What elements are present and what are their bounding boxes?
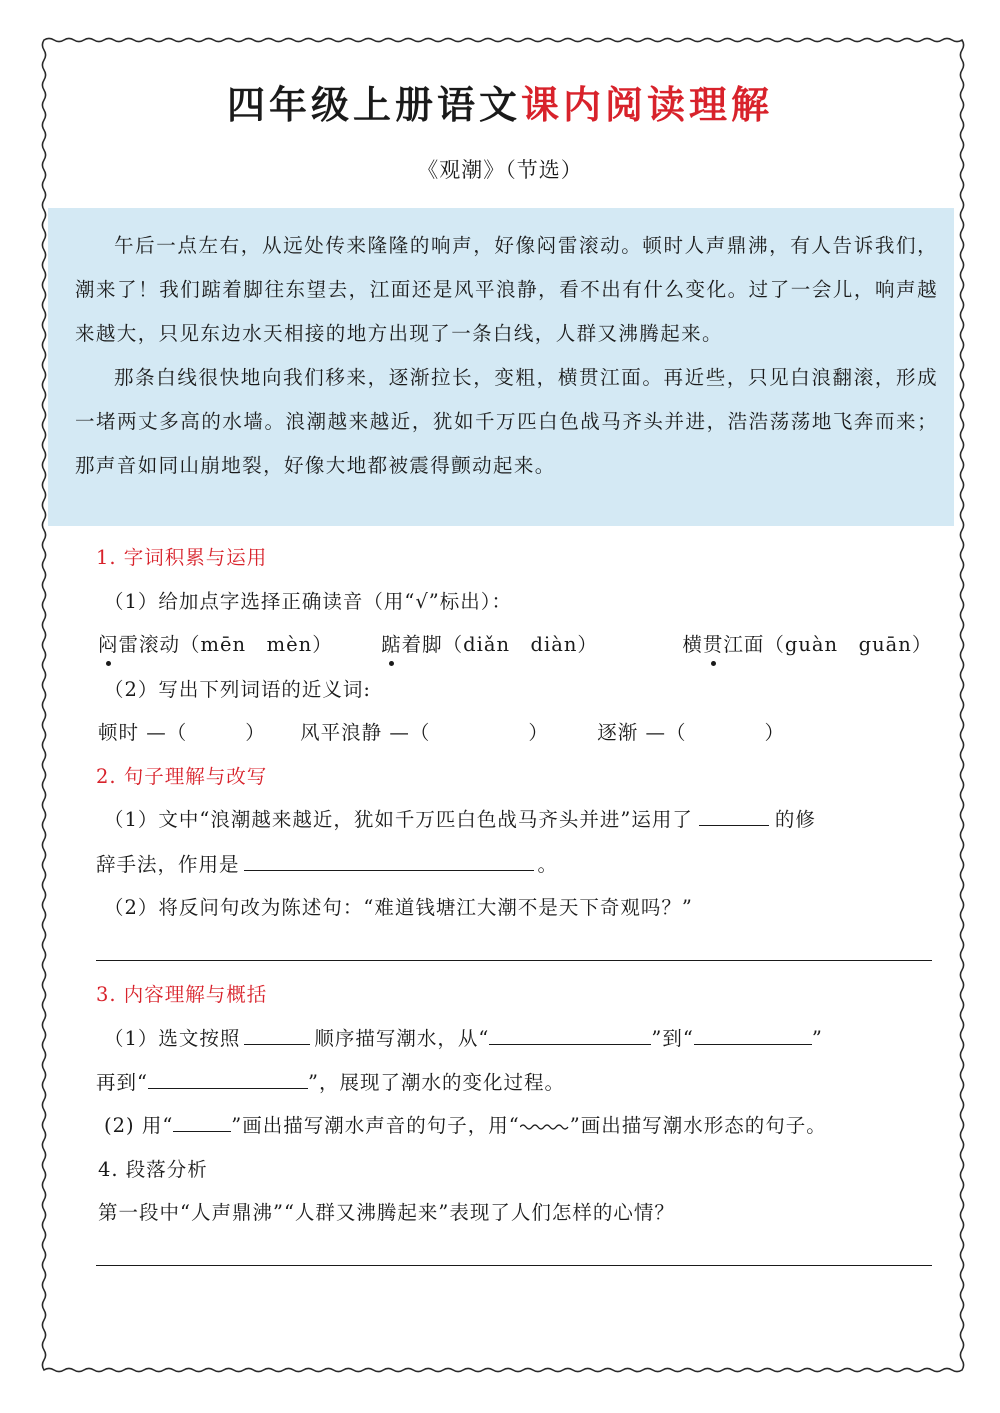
q2-sub1-line2: 辞手法，作用是 。 — [96, 850, 946, 880]
q1-pinyin-row — [98, 630, 978, 660]
q3-heading: 3. 内容理解与概括 — [96, 983, 268, 1006]
q2-sub2: （2）将反问句改为陈述句：“难道钱塘江大潮不是天下奇观吗？” — [104, 896, 693, 919]
answer-blank[interactable] — [244, 850, 534, 871]
q1-heading: 1. 字词积累与运用 — [96, 546, 268, 569]
q1-sub2: （2）写出下列词语的近义词: — [104, 678, 371, 701]
q1-sub1: （1）给加点字选择正确读音（用“√”标出）： — [104, 590, 513, 613]
q1-synonym-row: 顿时 —（ ） 风平浪静 —（ ） 逐渐 —（ ） — [98, 721, 785, 744]
answer-line[interactable] — [96, 1265, 932, 1266]
pinyin-item-3: 横贯江面（guàn guān） — [682, 633, 932, 656]
straight-underline-sample — [173, 1111, 231, 1132]
q2-sub1-line1: （1）文中“浪潮越来越近，犹如千万匹白色战马齐头并进”运用了 的修 — [104, 805, 964, 835]
pinyin-item-2: 踮着脚（diǎn diàn） — [381, 633, 598, 656]
answer-blank[interactable] — [244, 1024, 310, 1045]
passage-paragraph-1: 午后一点左右，从远处传来隆隆的响声，好像闷雷滚动。顿时人声鼎沸，有人告诉我们，潮来了！我们踮着脚往东望去，江面还是风平浪静，看不出有什么变化。过了一会儿，响声越来越大，只见东边水天相接的地方出现了一条白线，人群又沸腾起来。 — [75, 234, 938, 345]
title-black: 四年级上册语文 — [226, 82, 521, 127]
dotted-char: 闷 — [98, 630, 119, 660]
q2-heading: 2. 句子理解与改写 — [96, 765, 268, 788]
title-red: 课内阅读理解 — [521, 82, 774, 127]
q3-sub1-line1: （1）选文按照 顺序描写潮水，从“ ”到“ ” — [104, 1024, 964, 1054]
dotted-char: 贯 — [703, 630, 724, 660]
q4-heading: 4. 段落分析 — [98, 1158, 208, 1181]
passage-subtitle: 《观潮》（节选） — [417, 158, 583, 182]
dotted-char: 踮 — [381, 630, 402, 660]
page-title — [0, 80, 1000, 130]
wavy-underline-sample — [520, 1118, 570, 1132]
answer-line[interactable] — [96, 960, 932, 961]
passage-paragraph-2: 那条白线很快地向我们移来，逐渐拉长，变粗，横贯江面。再近些，只见白浪翻滚，形成一堵两丈多高的水墙。浪潮越来越近，犹如千万匹白色战马齐头并进，浩浩荡荡地飞奔而来；那声音如同山崩地裂，好像大地都被震得颤动起来。 — [75, 366, 938, 477]
answer-blank[interactable] — [699, 805, 769, 826]
pinyin-item-1: 闷雷滚动（mēn mèn） — [98, 633, 333, 656]
q3-sub2: (2) 用“ ”画出描写潮水声音的句子，用“ ”画出描写潮水形态的句子。 — [104, 1111, 964, 1141]
q3-sub1-line2: 再到“ ”，展现了潮水的变化过程。 — [96, 1068, 946, 1098]
answer-blank[interactable] — [148, 1068, 308, 1089]
reading-passage — [48, 208, 954, 526]
answer-blank[interactable] — [694, 1024, 812, 1045]
q4-question: 第一段中“人声鼎沸”“人群又沸腾起来”表现了人们怎样的心情？ — [98, 1201, 675, 1224]
answer-blank[interactable] — [489, 1024, 651, 1045]
